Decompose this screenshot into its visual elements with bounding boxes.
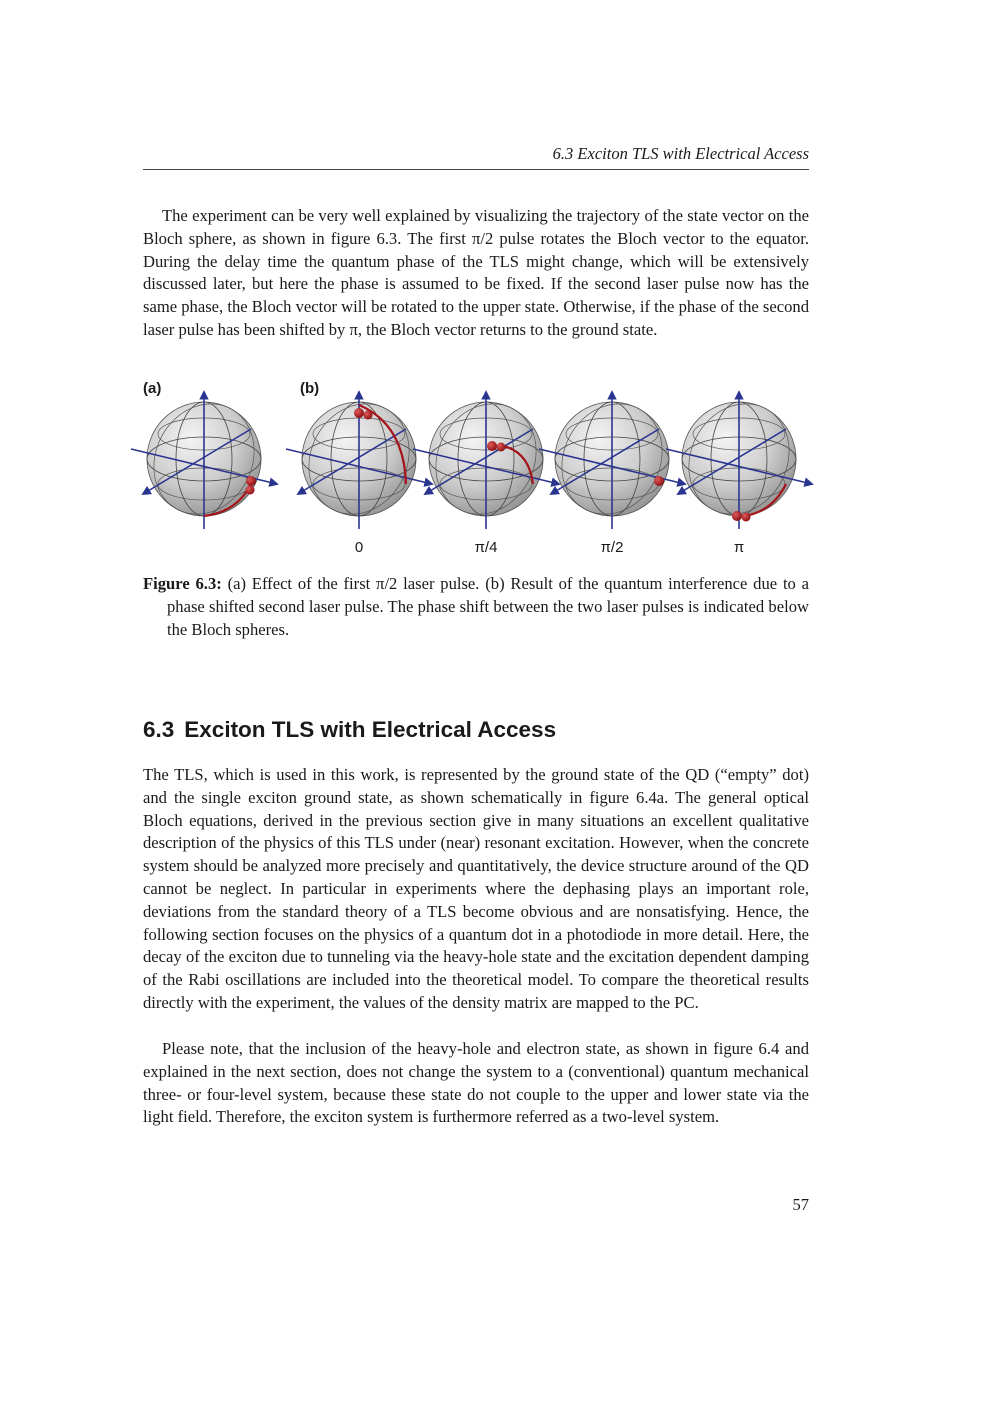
bloch-sphere-a (129, 384, 279, 534)
page-number: 57 (792, 1195, 809, 1214)
paragraph-1: The experiment can be very well explained by visualizing the trajectory of the state vector on the Bloch sphere, as shown in figure 6.3. The first π/2 pulse rotates the Bloch vector to the equator. During the delay time the quantum phase of the TLS might change, which will be extensively discussed later, but here the phase is assumed to be fixed. If the second laser pulse now has the same phase, the Bloch vector will be rotated to the upper state. Otherwise, if the phase of the second laser pulse has been shifted by π, the Bloch vector returns to the ground state. (143, 206, 809, 339)
caption-text: (a) Effect of the first π/2 laser pulse. (b) Result of the quantum interference due to a phase shifted second laser pulse. The phase shift between the two laser pulses is indicated below the Bloch spheres. (167, 574, 810, 639)
phase-label-pi: π (733, 539, 745, 556)
panel-b-label: (b) (300, 380, 320, 397)
bloch-sphere-b-phase-pi (664, 384, 814, 534)
phase-label-pi-4: π/4 (474, 539, 498, 556)
phase-label-0: 0 (354, 539, 364, 556)
paragraph-3: Please note, that the inclusion of the heavy-hole and electron state, as shown in figure 6.4 and explained in the next section, does not change the system to a (conventional) quantum mechanical three- or four-level system, because these state do not couple to the upper and lower state via the light field. Therefore, the exciton system is furthermore referred as a two-level system. (143, 1039, 809, 1127)
phase-label-pi-2: π/2 (600, 539, 624, 556)
panel-a-label: (a) (143, 380, 162, 397)
paragraph-2: The TLS, which is used in this work, is represented by the ground state of the QD (“empty” dot) and the single exciton ground state, as shown schematically in figure 6.4a. The general optical Bloch equations, derived in the previous section give in many situations an excellent qualitative description of the physics of this TLS under (near) resonant excitation. However, when the concrete system should be analyzed more precisely and quantitatively, the device structure around of the QD cannot be neglect. In particular in experiments where the dephasing plays an important role, deviations from the standard theory of a TLS become obvious and are nonsatisfying. Hence, the following section focuses on the physics of a quantum dot in a photodiode in more detail. Here, the decay of the exciton due to tunneling via the heavy-hole state and the excitation dependent damping of the Rabi oscillations are included into the theoretical model. To compare the theoretical results directly with the experiment, the values of the density matrix are mapped to the PC. (143, 765, 809, 1012)
header-rule (143, 169, 809, 170)
section-title: Exciton TLS with Electrical Access (184, 717, 557, 742)
section-heading (143, 717, 556, 743)
figure-caption (143, 573, 809, 641)
caption-label: Figure 6.3: (143, 574, 222, 593)
section-number: 6.3 (143, 717, 175, 742)
running-head: 6.3 Exciton TLS with Electrical Access (552, 144, 809, 163)
